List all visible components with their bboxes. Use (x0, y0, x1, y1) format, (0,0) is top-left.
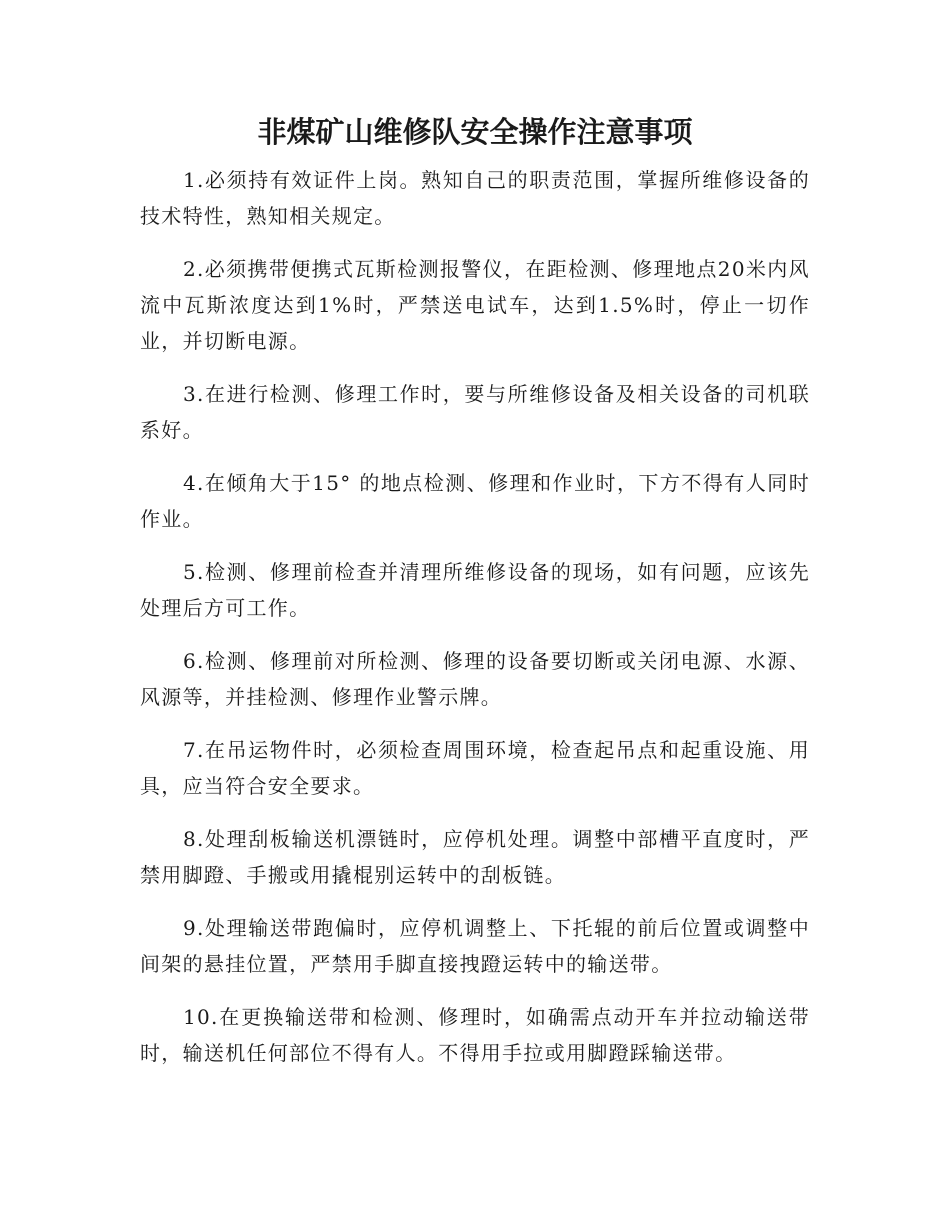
list-item: 8.处理刮板输送机漂链时，应停机处理。调整中部槽平直度时，严禁用脚蹬、手搬或用撬棍别运转中的刮板链。 (140, 827, 810, 887)
document-title: 非煤矿山维修队安全操作注意事项 (257, 115, 693, 149)
list-item: 5.检测、修理前检查并清理所维修设备的现场，如有问题，应该先处理后方可工作。 (140, 560, 810, 620)
list-item: 3.在进行检测、修理工作时，要与所维修设备及相关设备的司机联系好。 (140, 382, 810, 442)
list-item: 7.在吊运物件时，必须检查周围环境，检查起吊点和起重设施、用具，应当符合安全要求。 (140, 738, 810, 798)
list-item: 4.在倾角大于15° 的地点检测、修理和作业时，下方不得有人同时作业。 (140, 471, 810, 531)
list-item: 6.检测、修理前对所检测、修理的设备要切断或关闭电源、水源、风源等，并挂检测、修理作业警示牌。 (140, 649, 810, 709)
list-item: 10.在更换输送带和检测、修理时，如确需点动开车并拉动输送带时，输送机任何部位不得有人。不得用手拉或用脚蹬踩输送带。 (140, 1005, 810, 1065)
list-item: 2.必须携带便携式瓦斯检测报警仪，在距检测、修理地点20米内风流中瓦斯浓度达到1%时，严禁送电试车，达到1.5%时，停止一切作业，并切断电源。 (140, 257, 810, 353)
list-item: 1.必须持有效证件上岗。熟知自己的职责范围，掌握所维修设备的技术特性，熟知相关规定。 (140, 168, 810, 228)
list-item: 9.处理输送带跑偏时，应停机调整上、下托辊的前后位置或调整中间架的悬挂位置，严禁用手脚直接拽蹬运转中的输送带。 (140, 916, 810, 976)
document-body (140, 162, 810, 1088)
